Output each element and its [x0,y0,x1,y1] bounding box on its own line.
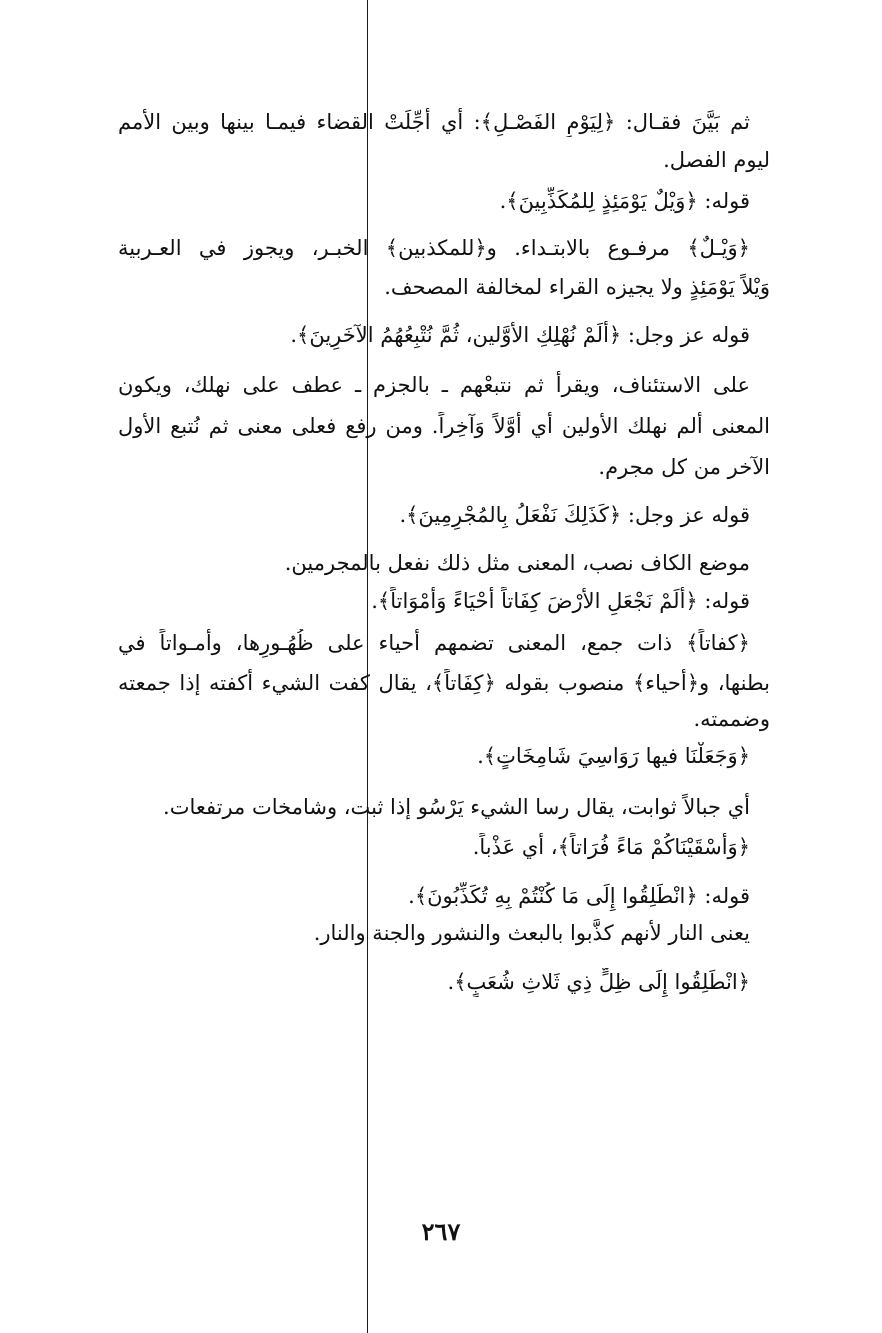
text-line-21: ﴿انْطَلِقُوا إِلَى ظِلٍّ ذِي ثَلاثِ شُعَبٍ﴾. [447,970,750,994]
page-number: ٢٦٧ [421,1217,461,1246]
text-line-5: وَيْلاً يَوْمَئِذٍ ولا يجيزه القراء لمخالفة المصحف. [384,275,770,299]
text-line-1: ثم بَيَّنَ فقـال: ﴿لِيَوْمِ الفَصْـلِ﴾: أي أُجِّلَتْ القضاء فيمـا بينها وبين الأمم [118,110,750,134]
text-line-11: موضع الكاف نصب، المعنى مثل ذلك نفعل بالمجرمين. [284,551,750,575]
text-line-6: قوله عز وجل: ﴿أَلَمْ نُهْلِكِ الأَوَّلين، ثُمَّ نُتْبِعُهُمُ الآخَرِينَ﴾. [290,323,750,347]
text-line-7: على الاستئناف، ويقرأ ثم نتبعْهم ـ بالجزم ـ عطف على نهلك، ويكون [118,373,750,397]
text-line-18: ﴿وَأَسْقَيْنَاكُمْ مَاءً فُرَاتاً﴾، أي عَذْباً. [472,835,750,859]
text-line-13: ﴿كفاتاً﴾ ذات جمع، المعنى تضمهم أحياء على ظُهُـورِها، وأمـواتاً في [118,631,750,655]
text-line-10: قوله عز وجل: ﴿كَذَلِكَ نَفْعَلُ بِالمُجْرِمِينَ﴾. [399,503,750,527]
text-line-3: قوله: ﴿وَيْلٌ يَوْمَئِذٍ لِلمُكَذِّبِينَ﴾. [499,189,750,213]
text-line-15: وضممته. [693,707,770,731]
text-line-4: ﴿وَيْـلٌ﴾ مرفـوع بالابتـداء. و﴿للمكذبين﴾ الخبـر، ويجوز في العـربية [118,236,750,260]
text-line-2: ليوم الفصل. [663,148,770,172]
body-text [118,108,770,997]
text-line-19: قوله: ﴿انْطَلِقُوا إِلَى مَا كُنْتُمْ بِهِ تُكَذِّبُونَ﴾. [408,884,750,908]
text-line-20: يعنى النار لأنهم كذَّبوا بالبعث والنشور والجنة والنار. [313,921,750,945]
text-line-12: قوله: ﴿أَلَمْ نَجْعَلِ الأَرْضَ كِفَاتاً أَحْيَاءً وَأَمْوَاتاً﴾. [371,589,750,613]
text-line-16: ﴿وَجَعَلْنَا فيها رَوَاسِيَ شَامِخَاتٍ﴾. [477,744,750,768]
text-line-8: المعنى ألم نهلك الأولين أي أَوَّلاً وَآخِراً. ومن رفع فعلى معنى ثم نُتبع الأول [118,414,770,438]
text-line-14: بطنها، و﴿أحياء﴾ منصوب بقوله ﴿كِفَاتاً﴾، يقال كفت الشيء أكفته إذا جمعته [118,671,770,695]
text-line-17: أي جبالاً ثوابت، يقال رسا الشيء يَرْسُو إذا ثبت، وشامخات مرتفعات. [163,795,750,819]
text-line-9: الآخر من كل مجرم. [598,455,770,479]
